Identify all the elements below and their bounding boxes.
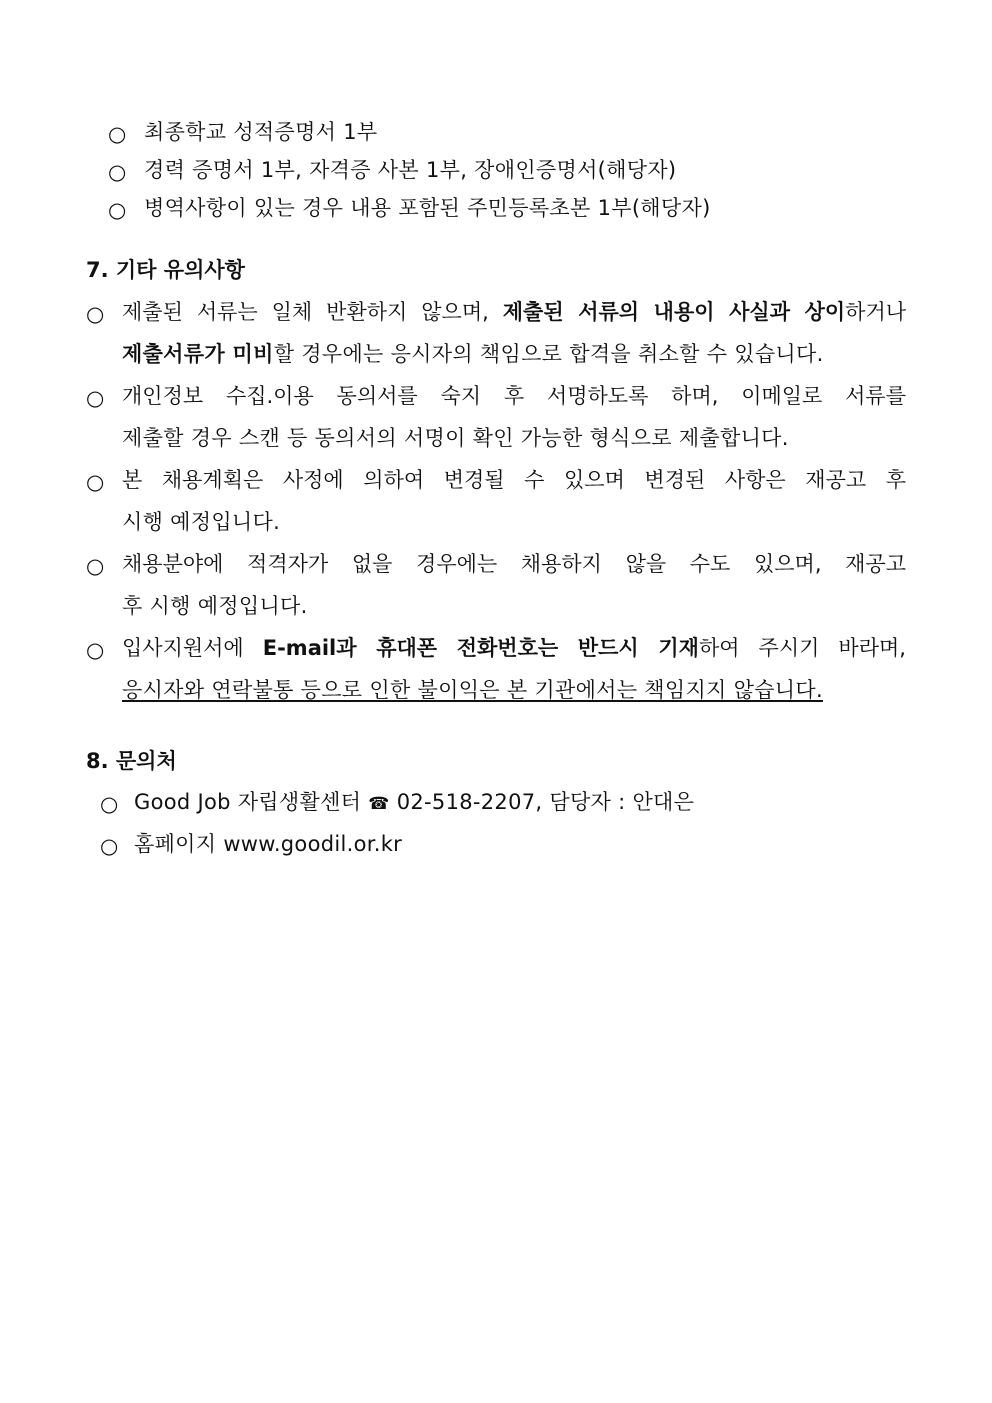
bullet-icon: ○ [86, 554, 105, 578]
bullet-icon: ○ [108, 122, 127, 146]
bullet-icon: ○ [108, 160, 127, 184]
notice-3-line-1: 본 채용계획은 사정에 의하여 변경될 수 있으며 변경된 사항은 재공고 후 [122, 468, 906, 492]
notice-1-line-2 [122, 339, 824, 369]
bullet-icon: ○ [86, 302, 105, 326]
notice-4-line-1: 채용분야에 적격자가 없을 경우에는 채용하지 않을 수도 있으며, 재공고 [122, 552, 906, 576]
notice-emphasis: 제출된 서류의 내용이 사실과 상이 [502, 300, 846, 324]
notice-emphasis: 제출서류가 미비 [122, 342, 274, 366]
notice-2-line-2: 제출할 경우 스캔 등 동의서의 서명이 확인 가능한 형식으로 제출합니다. [122, 426, 789, 450]
bullet-icon: ○ [86, 638, 105, 662]
notice-5-line-2: 응시자와 연락불통 등으로 인한 불이익은 본 기관에서는 책임지지 않습니다. [122, 678, 823, 702]
contact-name: Good Job 자립생활센터 [134, 790, 362, 814]
notice-text: 제출된 서류는 일체 반환하지 않으며, [122, 300, 503, 324]
bullet-icon: ○ [108, 198, 127, 222]
notice-emphasis: E-mail과 휴대폰 전화번호는 반드시 기재 [262, 636, 699, 660]
bullet-icon: ○ [86, 470, 105, 494]
bullet-icon: ○ [86, 386, 105, 410]
notice-text: 할 경우에는 응시자의 책임으로 합격을 취소할 수 있습니다. [273, 342, 824, 366]
bullet-icon: ○ [100, 792, 119, 816]
notice-5-line-1 [122, 633, 906, 663]
section-heading: 8. 문의처 [86, 749, 177, 773]
contact-phone: 02-518-2207, 담당자 : 안대은 [396, 790, 695, 814]
section-heading: 7. 기타 유의사항 [86, 258, 245, 282]
notice-4-line-2: 후 시행 예정입니다. [122, 594, 308, 618]
notice-1-line-1 [122, 297, 906, 327]
document-item: 병역사항이 있는 경우 내용 포함된 주민등록초본 1부(해당자) [144, 196, 711, 220]
notice-text: 하여 주시기 바라며, [698, 636, 906, 660]
notice-3-line-2: 시행 예정입니다. [122, 510, 281, 534]
contact-line [134, 787, 694, 819]
notice-text: 입사지원서에 [122, 636, 263, 660]
notice-text: 하거나 [845, 300, 907, 324]
phone-icon: ☎ [368, 794, 390, 814]
homepage-line: 홈페이지 www.goodil.or.kr [134, 832, 403, 856]
document-item: 경력 증명서 1부, 자격증 사본 1부, 장애인증명서(해당자) [144, 158, 677, 182]
document-item: 최종학교 성적증명서 1부 [144, 120, 378, 144]
bullet-icon: ○ [100, 834, 119, 858]
notice-2-line-1: 개인정보 수집.이용 동의서를 숙지 후 서명하도록 하며, 이메일로 서류를 [122, 384, 906, 408]
